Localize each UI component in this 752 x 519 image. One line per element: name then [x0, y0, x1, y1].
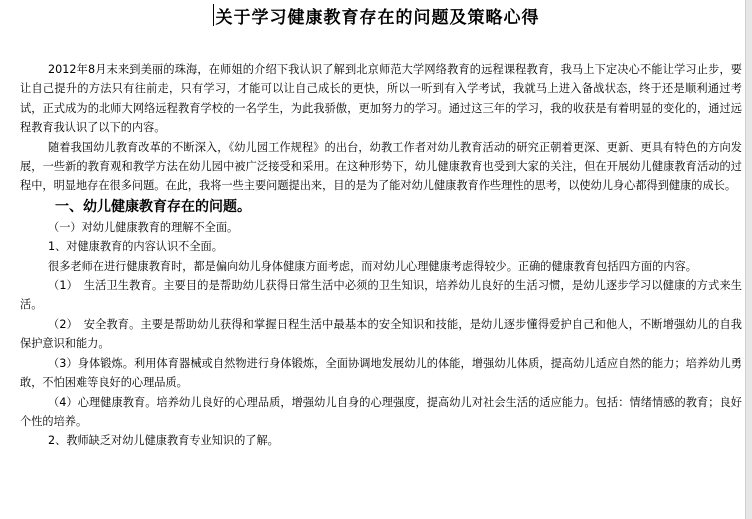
- text-cursor: [213, 4, 214, 26]
- point-safety: （2） 安全教育。主要是帮助幼儿获得和掌握日程生活中最基本的安全知识和技能，是幼儿逐步懂得爱护自己和他人，不断增强幼儿的自我保护意识和能力。: [20, 317, 742, 351]
- list-item-2: 2、教师缺乏对幼儿健康教育专业知识的了解。: [48, 434, 279, 448]
- point-exercise: （3）身体锻炼。利用体育器械或自然物进行身体锻炼，全面协调地发展幼儿的体能，增强幼儿体质，提高幼儿适应自然的能力；培养幼儿勇敢，不怕困难等良好的心理品质。: [20, 356, 742, 390]
- document-body: [20, 60, 742, 451]
- paragraph-four-aspects: 很多老师在进行健康教育时，都是偏向幼儿身体健康方面考虑，而对幼儿心理健康考虑得较少。正确的健康教育包括四方面的内容。: [48, 259, 697, 273]
- paragraph-intro: 2012年8月末来到美丽的珠海，在师姐的介绍下我认识了解到北京师范大学网络教育的远程课程教育，我马上下定决心不能让学习止步，要让自己提升的方法只有往前走，只有学习，才能可以让自己成长的更快，所以一听到有入学考试，我就马上进入备战状态，终于还是顺利通过考试，正式成为的北师大网络远程教育学校的一名学生，为此我骄傲，更加努力的学习。通过这三年的学习，我的收获是有着明显的变化的，通过远程教育我认识了以下的内容。: [20, 63, 742, 135]
- title-line: [0, 4, 752, 34]
- point-hygiene: （1） 生活卫生教育。主要目的是帮助幼儿获得日常生活中必须的卫生知识，培养幼儿良好的生活习惯，是幼儿逐步学习以健康的方式来生活。: [20, 279, 742, 312]
- point-mental-health: （4）心理健康教育。培养幼儿良好的心理品质，增强幼儿自身的心理强度，提高幼儿对社会生活的适应能力。包括：情绪情感的教育；良好个性的培养。: [20, 395, 742, 428]
- paragraph-background: 随着我国幼儿教育改革的不断深入，《幼儿园工作规程》的出台，幼教工作者对幼儿教育活动的研究正朝着更深、更新、更具有特色的方向发展，一些新的教育观和教学方法在幼儿园中被广泛接受和采用。在这种形势下，幼儿健康教育也受到大家的关注，但在开展幼儿健康教育活动的过程中，明显地存在很多问题。在此，我将一些主要问题提出来，目的是为了能对幼儿健康教育作些理性的思考，以使幼儿身心都得到健康的成长。: [20, 140, 742, 193]
- heading-problems: 一、幼儿健康教育存在的问题。: [55, 198, 251, 215]
- list-item-1: 1、对健康教育的内容认识不全面。: [48, 240, 223, 254]
- document-title: 关于学习健康教育存在的问题及策略心得: [215, 8, 540, 28]
- subheading-understanding: （一）对幼儿健康教育的理解不全面。: [48, 220, 239, 234]
- vertical-scrollbar[interactable]: [745, 0, 752, 519]
